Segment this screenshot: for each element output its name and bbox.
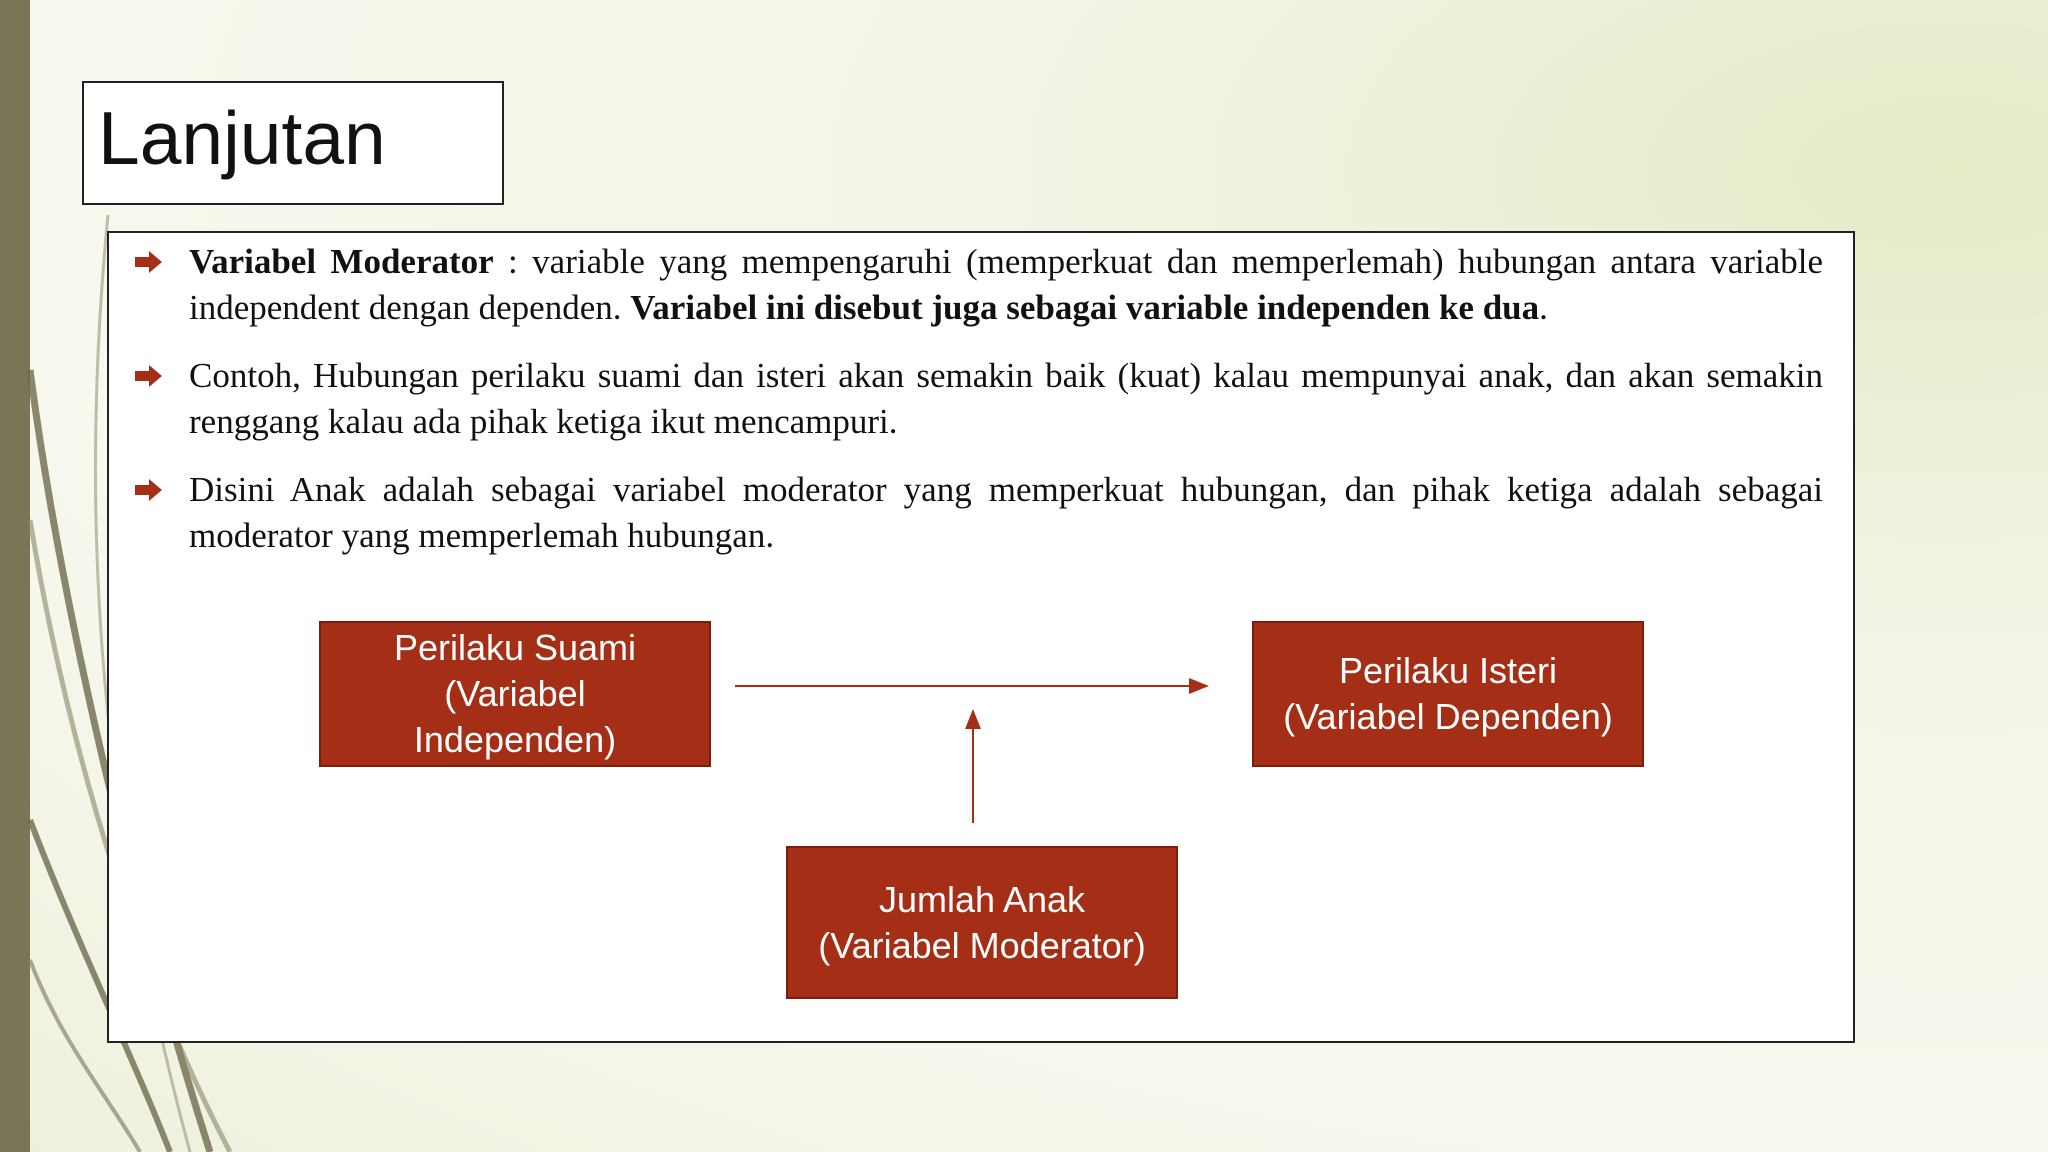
node-label: Independen) <box>413 719 617 760</box>
bullet-text: : variable yang mempengaruhi (memperkuat dan memperlemah) hubungan antara variable independent dengan dependen. <box>189 242 1823 327</box>
slide-title: Lanjutan <box>98 96 386 180</box>
node-label: (Variabel Dependen) <box>1283 696 1613 737</box>
node-label: Jumlah Anak <box>878 878 1086 920</box>
bullet-text: Disini Anak adalah sebagai variabel moderator yang memperkuat hubungan, dan pihak ketiga adalah sebagai moderator yang memperlemah hubungan. <box>189 470 1823 555</box>
bullet-text: Contoh, Hubungan perilaku suami dan isteri akan semakin baik (kuat) kalau mempunyai anak, dan akan semakin renggang kalau ada pihak ketiga ikut mencampuri. <box>189 356 1823 441</box>
node-label: Perilaku Isteri <box>1338 650 1558 691</box>
node-label: (Variabel <box>444 673 586 714</box>
title-box <box>82 81 504 205</box>
content-box <box>107 231 1855 1043</box>
moderator-variable-node <box>786 846 1178 999</box>
bullet-bold-tail: Variabel ini disebut juga sebagai variable independen ke dua <box>630 288 1540 327</box>
node-label: (Variabel Moderator) <box>818 924 1146 966</box>
node-label: Perilaku Suami <box>393 627 637 668</box>
independent-variable-node <box>319 621 711 767</box>
bullet-text-end: . <box>1539 288 1548 327</box>
bullet-bold-lead: Variabel Moderator <box>189 242 494 281</box>
dependent-variable-node <box>1252 621 1644 767</box>
